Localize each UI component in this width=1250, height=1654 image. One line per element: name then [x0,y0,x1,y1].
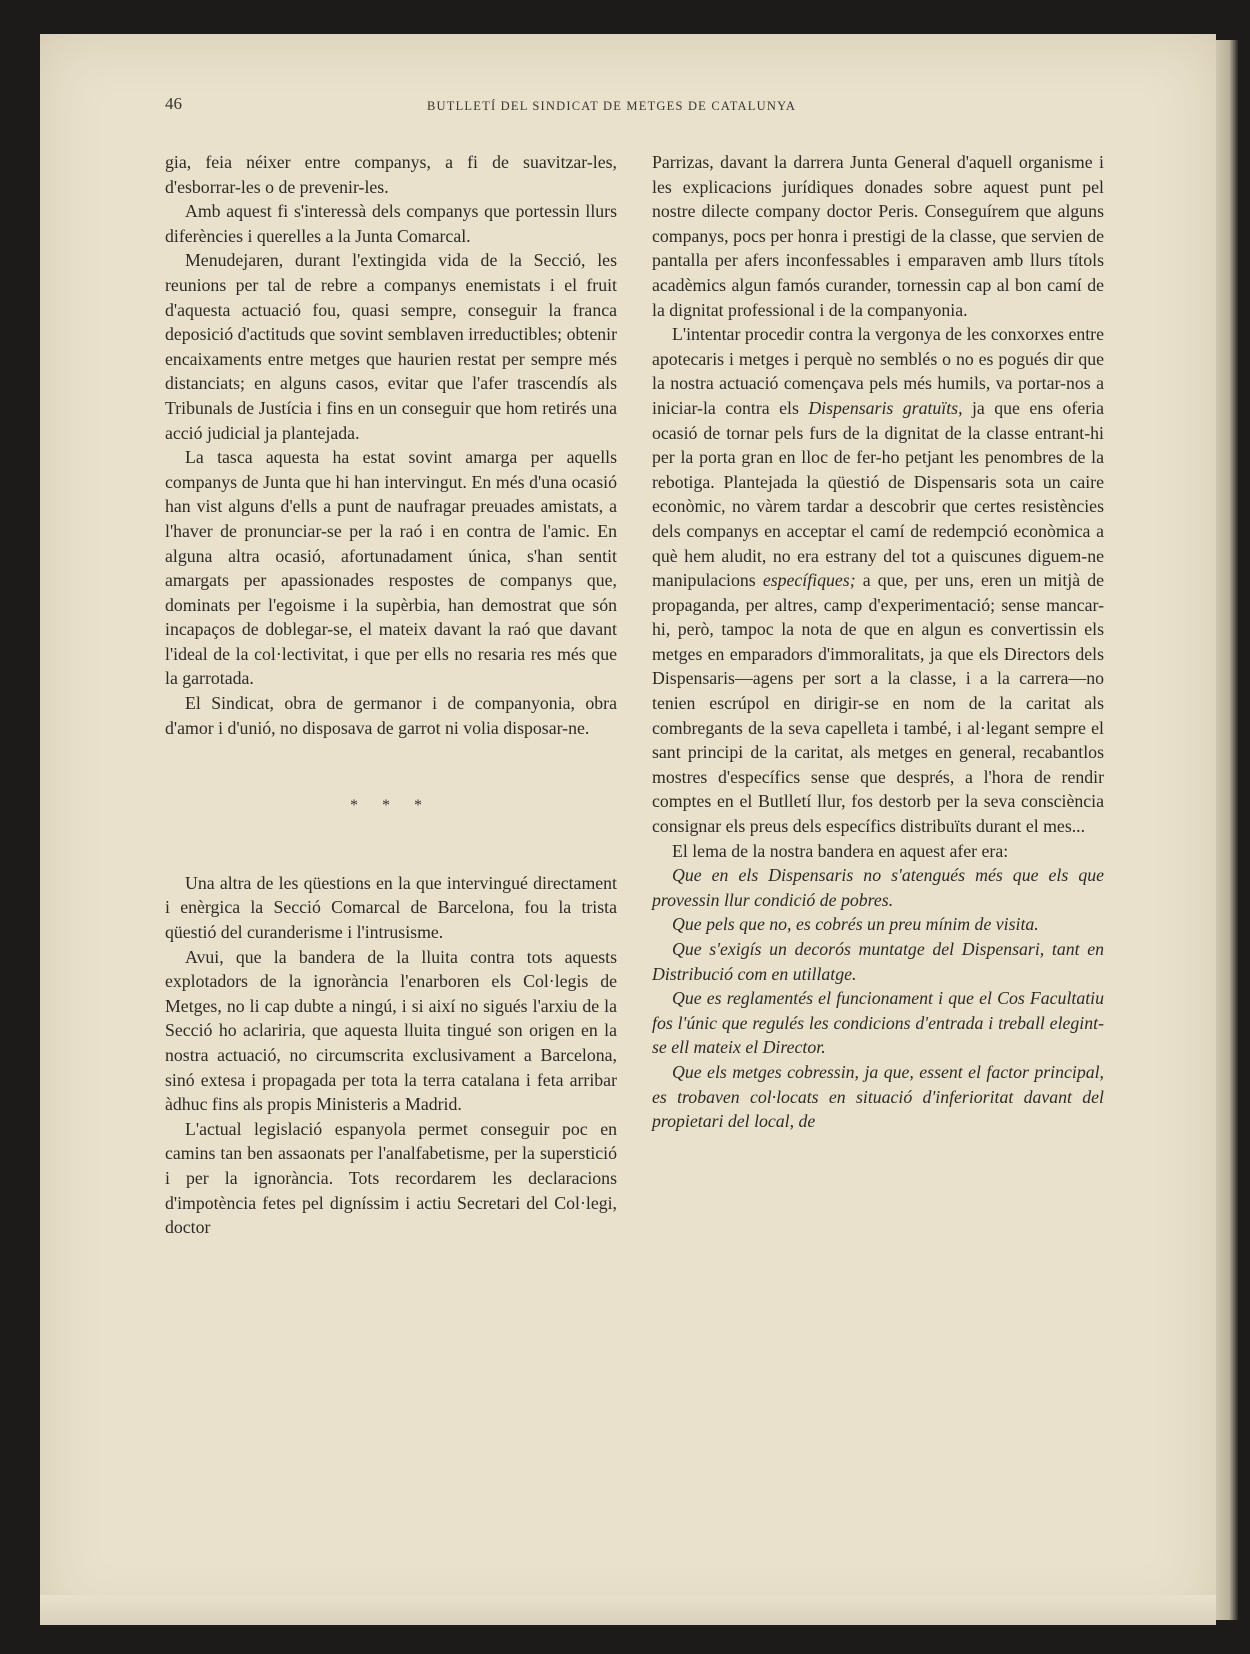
paragraph: El Sindicat, obra de germanor i de companyonia, obra d'amor i d'unió, no disposava de garrot ni volia disposar-ne. [165,693,617,738]
page-bottom-shade [40,1595,1216,1625]
emphasis-text: específiques; [762,570,856,591]
paragraph-text: a que, per uns, eren un mitjà de propaganda, per altres, camp d'experimentació; sense mancar-hi, però, tampoc la nota de que en algun es convertissin els metges en emparadors d'immoralitats, ja que els Directors dels Dispensaris—agens per sort a la classe, i a la carrera—no tenien escrúpol en dirigir-se en nom de la caritat als combregants de la seva capelleta i també, i al·legant sempre el sant principi de la caritat, als metges en general, recabantlos mostres d'específics sense que després, a l'hora de rendir comptes en el Butlletí llur, fos destorb per la seva consciència consignar els preus dels específics distribuïts durant el mes... [652,570,1104,837]
page-number: 46 [165,94,182,113]
page-header [127,88,1167,118]
paragraph: gia, feia néixer entre companys, a fi de suavitzar-les, d'esborrar-les o de prevenir-les. [165,152,617,197]
motto-item: Que es reglamentés el funcionament i que el Cos Facultatiu fos l'únic que regulés les condicions d'entrada i treball elegint-se ell mateix el Director. [652,988,1104,1058]
paragraph: Parrizas, davant la darrera Junta General d'aquell organisme i les explicacions jurídiques donades sobre aquest punt pel nostre dilecte company doctor Peris. Conseguírem que alguns companys, pocs per honra i prestigi de la classe, que servien de pantalla per afers inconfessables i emparaven amb llurs títols acadèmics algun famós curander, tornessin cap al bon camí de la dignitat professional i de la companyonia. [652,152,1104,320]
paragraph: El lema de la nostra bandera en aquest afer era: [672,840,1009,861]
paragraph [652,322,1104,838]
page-edge [1216,40,1238,1620]
paragraph: Menudejaren, durant l'extingida vida de la Secció, les reunions per tal de rebre a companys enemistats i el fruit d'aquesta actuació fou, quasi sempre, conseguir la franca deposició d'actituds que sovint semblaven irreductibles; obtenir encaixaments entre metges que haurien restat per sempre més distanciats; en alguns casos, evitar que l'afer trascendís als Tribunals de Justícia i fins en un conseguir que hom retirés una acció judicial ja plantejada. [165,250,617,443]
paragraph: La tasca aquesta ha estat sovint amarga per aquells companys de Junta que hi han intervingut. En més d'una ocasió han vist alguns d'ells a punt de naufragar preuades amistats, a l'haver de pronunciar-se per la raó i en contra de l'amic. En alguna altra ocasió, afortunadament única, s'han sentit amargats per apassionades respostes de companys que, dominats per l'egoisme i la supèrbia, han demostrat que són incapaços de doblegar-se, el mateix davant la raó que davant l'ideal de la col·lectivitat, i que per ells no resaria res més que la garrotada. [165,447,617,689]
paragraph: Amb aquest fi s'interessà dels companys que portessin llurs diferències i querelles a la Junta Comarcal. [165,201,617,246]
emphasis-text: Dispensaris gratuïts, [808,397,963,418]
paragraph: Avui, que la bandera de la lluita contra tots aquests explotadors de la ignorància l'enarboren els Col·legis de Metges, no li cap dubte a ningú, i si així no sigués l'arxiu de la Secció ho aclariria, que aquesta lluita tingué son origen en la nostra actuació, no circumscrita exclusivament a Barcelona, sinó extesa i propagada per tota la terra catalana i feta arribar àdhuc fins als propis Ministeris a Madrid. [165,946,617,1115]
motto-item: Que en els Dispensaris no s'atengués més que els que provessin llur condició de pobres. [652,865,1104,910]
paragraph-text: L'intentar procedir contra la vergonya de les conxorxes entre apotecaris i metges i perquè no semblés o no es pogués dir que la nostra actuació començava pels més humils, va portar-nos a iniciar-la contra els [652,324,1104,418]
motto-item: Que els metges cobressin, ja que, essent el factor principal, es trobaven col·locats en situació d'inferioritat davant del propietari del local, de [652,1061,1104,1132]
left-column [165,150,617,1240]
motto-item: Que s'exigís un decorós muntatge del Dispensari, tant en Distribució com en utillatge. [652,939,1104,984]
paragraph: Una altra de les qüestions en la que intervingué directament i enèrgica la Secció Comarcal de Barcelona, fou la trista qüestió del curanderisme i l'intrusisme. [165,872,617,943]
paragraph: L'actual legislació espanyola permet conseguir poc en camins tan ben assaonats per l'analfabetisme, per la superstició i per la ignorància. Tots recordarem les declaracions d'impotència fetes pel digníssim i actiu Secretari del Col·legi, doctor [165,1118,617,1238]
section-separator: * * * [350,797,432,815]
running-head: BUTLLETÍ DEL SINDICAT DE METGES DE CATALUNYA [427,99,797,113]
motto-item: Que pels que no, es cobrés un preu mínim de visita. [672,914,1039,935]
right-column [652,150,1104,1134]
paragraph-text: ja que ens oferia ocasió de tornar pels furs de la dignitat de la classe entrant-hi per la porta gran en lloc de fer-ho petjant les penombres de la rebotiga. Plantejada la qüestió de Dispensaris sota un caire econòmic, no vàrem tardar a descobrir que certes resistències dels companys en acceptar el camí de redempció econòmica a què hem aludit, no era estrany del tot a quiscunes diguem-ne manipulacions [652,397,1105,591]
